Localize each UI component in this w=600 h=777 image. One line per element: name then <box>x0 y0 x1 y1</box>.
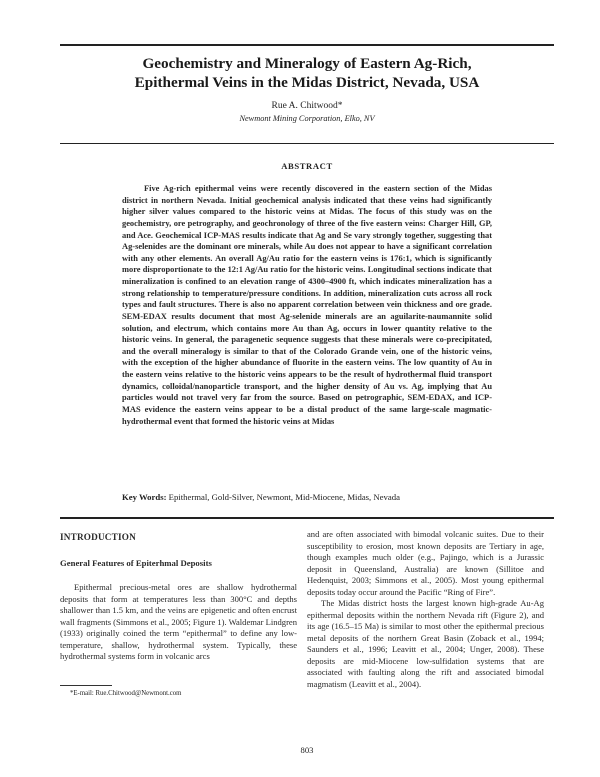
title-line-2: Epithermal Veins in the Midas District, Nevada, USA <box>134 74 480 91</box>
right-paragraph-2: The Midas district hosts the largest known high-grade Au-Ag epithermal deposits within the northern Nevada rift (Figure 2), and its age (16.5–15 Ma) is similar to most other the epithermal precious metal deposits of the northern Great Basin (Zoback et al., 1994; Saunders et al., 1996; Leavitt et al., 2004; Unger, 2008). These deposits are mid-Miocene low-sulfidation systems that are associated with faulting along the rift and associated bimodal magmatism (Leavitt et al., 2004). <box>307 598 544 689</box>
footnote-email: *E-mail: Rue.Chitwood@Newmont.com <box>70 690 182 697</box>
top-rule <box>60 44 554 46</box>
author-affiliation: Newmont Mining Corporation, Elko, NV <box>239 114 375 123</box>
section-subheading: General Features of Epiterhmal Deposits <box>60 557 212 568</box>
author-name: Rue A. Chitwood* <box>271 101 343 111</box>
keywords-rule <box>60 517 554 519</box>
left-column <box>60 532 297 663</box>
left-paragraph: Epithermal precious-metal ores are shallow hydrothermal deposits that form at temperatures less than 300°C and depths shallower than 1.5 km, and the veins are epigenetic and often encrust wall fragments (Simmons et al., 2005; Figure 1). Waldemar Lindgren (1933) originally coined the term “epithermal” to define any low-temperature, shallow, hydrothermal system. Typically, these hydrothermal systems form in volcanic arcs <box>60 582 297 661</box>
introduction-heading: INTRODUCTION <box>60 532 136 542</box>
right-column <box>307 529 544 690</box>
keywords <box>122 491 492 503</box>
paper-title <box>60 54 554 92</box>
abstract-rule <box>60 143 554 144</box>
title-line-1: Geochemistry and Mineralogy of Eastern Ag-Rich, <box>142 55 472 72</box>
right-paragraph-1: and are often associated with bimodal volcanic suites. Due to their susceptibility to erosion, most known deposits are Tertiary in age, though examples much older (e.g., Pajingo, which is a Jurassic deposit in Queensland, Australia) are known (Sillitoe and Hedenquist, 2003; Simmons et al., 2005). Most young epithermal deposits today occur around the Pacific “Ring of Fire”. <box>307 529 544 597</box>
keywords-label: Key Words: <box>122 492 167 502</box>
abstract-heading: ABSTRACT <box>281 161 333 171</box>
keywords-list: Epithermal, Gold-Silver, Newmont, Mid-Miocene, Midas, Nevada <box>168 492 400 502</box>
footnote-rule <box>60 685 112 686</box>
abstract-text: Five Ag-rich epithermal veins were recently discovered in the eastern section of the Midas district in northern Nevada. Initial geochemical analysis indicated that these veins had significantly higher silver values compared to the historic veins at Midas. The focus of this study was on the geochemistry, ore petrography, and geochronology of three of the five eastern veins: Charger Hill, GP, and Ace. Geochemical ICP-MAS results indicate that Ag and Se vary strongly together, suggesting that Ag-selenides are the dominant ore minerals, while Au does not appear to have a significant correlation with any other elements. An overall Ag/Au ratio for the eastern veins is 176:1, which is significantly more disproportionate to the 12:1 Ag/Au ratio for the historic veins. Longitudinal sections indicate that mineralization is confined to an elevation range of 4300–4900 ft, which indicates mineralization has a strong relationship to temperature/pressure conditions. In addition, mineralization cuts across all rock types and fault structures. There is also no apparent correlation between vein thickness and ore grade. SEM-EDAX results document that most Ag-selenide minerals are an aguilarite-naumannite solid solution, and electrum, which contains more Au than Ag, occurs in lower quantity relative to the historic veins. In general, the paragenetic sequence suggests that these minerals were co-precipitated, and the overall mineralogy is similar to that of the Colorado Grande vein, one of the historic veins, with the exception of the higher abundance of fluorite in the eastern veins. The low quantity of Au in the eastern veins relative to the historic veins appears to be the result of hydrothermal fluid transport dynamics, colloidal/nanoparticle transport, and the higher density of Au vs. Ag, implying that Au particles would not travel very far from the source. Based on petrographic, SEM-EDAX, and ICP-MAS evidence the eastern veins appear to be a distal product of the same large-scale magmatic-hydrothermal event that formed the historic veins at Midas <box>122 183 492 426</box>
page-number: 803 <box>300 745 314 755</box>
